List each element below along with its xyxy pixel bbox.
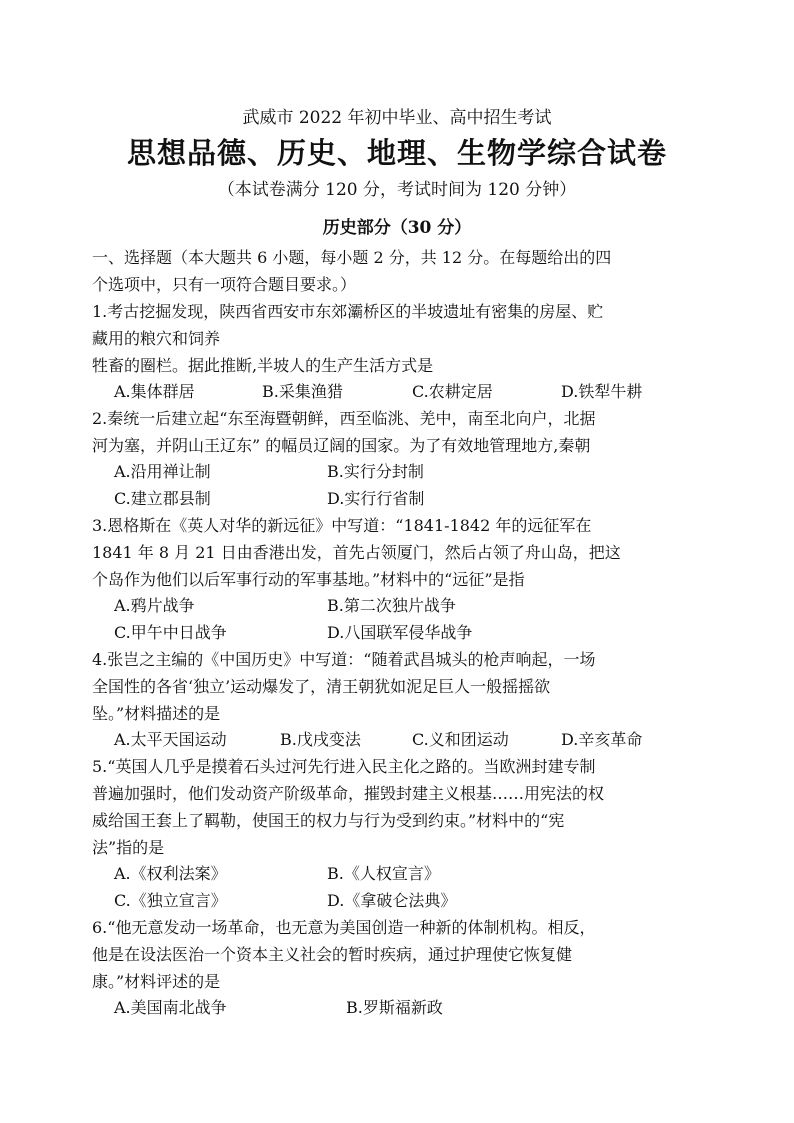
question-3-line-1: 3.恩格斯在《英人对华的新远征》中写道：“1841-1842 年的远征军在 bbox=[92, 516, 592, 535]
question-2-option-d: D.实行行省制 bbox=[327, 489, 425, 508]
question-1-line-2: 藏用的粮穴和饲养 bbox=[92, 329, 221, 348]
instructions-line-2: 个选项中，只有一项符合题目要求。） bbox=[92, 275, 357, 294]
question-4-option-d: D.辛亥革命 bbox=[561, 730, 643, 749]
question-1-line-1: 1.考古挖掘发现，陕西省西安市东郊灞桥区的半坡遗址有密集的房屋、贮 bbox=[92, 302, 604, 321]
question-3-option-a: A.鸦片战争 bbox=[114, 596, 195, 615]
question-3-option-c: C.甲午中日战争 bbox=[114, 623, 227, 642]
exam-name: 武威市 2022 年初中毕业、高中招生考试 bbox=[242, 108, 552, 128]
question-3-option-d: D.八国联军侵华战争 bbox=[327, 623, 473, 642]
question-5-line-3: 威给国王套上了羁勒，使国王的权力与行为受到约束。”材料中的“宪 bbox=[92, 811, 565, 830]
question-4-line-3: 坠。”材料描述的是 bbox=[92, 704, 221, 723]
exam-note: （本试卷满分 120 分，考试时间为 120 分钟） bbox=[217, 180, 577, 200]
question-5-option-d: D.《拿破仑法典》 bbox=[327, 891, 457, 910]
question-1-option-a: A.集体群居 bbox=[114, 382, 195, 401]
question-5-option-a: A.《权利法案》 bbox=[114, 864, 227, 883]
question-1-option-d: D.铁犁牛耕 bbox=[561, 382, 643, 401]
question-2-option-b: B.实行分封制 bbox=[327, 462, 424, 481]
question-4-line-2: 全国性的各省‘独立’运动爆发了，清王朝犹如泥足巨人一般摇摇欲 bbox=[92, 677, 551, 696]
question-3-option-b: B.第二次独片战争 bbox=[327, 596, 456, 615]
question-3-line-3: 个岛作为他们以后军事行动的军事基地。”材料中的“远征”是指 bbox=[92, 570, 525, 589]
question-4-option-a: A.太平天国运动 bbox=[114, 730, 227, 749]
question-2-line-2: 河为塞，并阴山王辽东” 的幅员辽阔的国家。为了有效地管理地方,秦朝 bbox=[92, 436, 591, 455]
question-5-line-2: 普遍加强时，他们发动资产阶级革命，摧毁封建主义根基……用宪法的权 bbox=[92, 784, 605, 803]
question-6-option-b: B.罗斯福新政 bbox=[346, 998, 443, 1017]
question-6-line-3: 康。”材料评述的是 bbox=[92, 972, 221, 991]
question-2-line-1: 2.秦统一后建立起“东至海暨朝鲜，西至临洮、羌中，南至北向户，北据 bbox=[92, 409, 596, 428]
question-6-line-1: 6.“他无意发动一场革命，也无意为美国创造一种新的体制机构。相反， bbox=[92, 918, 596, 937]
section-title: 历史部分（30 分） bbox=[322, 218, 472, 238]
question-5-line-1: 5.“英国人几乎是摸着石头过河先行进入民主化之路的。当欧洲封建专制 bbox=[92, 757, 596, 776]
question-1-line-3: 牲畜的圈栏。据此推断,半坡人的生产生活方式是 bbox=[92, 356, 434, 375]
question-2-option-a: A.沿用禅让制 bbox=[114, 462, 211, 481]
question-1-option-c: C.农耕定居 bbox=[412, 382, 493, 401]
question-1-option-b: B.采集渔猎 bbox=[262, 382, 343, 401]
question-4-option-b: B.戊戌变法 bbox=[280, 730, 361, 749]
question-3-line-2: 1841 年 8 月 21 日由香港出发，首先占领厦门，然后占领了舟山岛，把这 bbox=[92, 543, 621, 562]
instructions-line-1: 一、选择题（本大题共 6 小题，每小题 2 分，共 12 分。在每题给出的四 bbox=[92, 248, 612, 267]
question-4-option-c: C.义和团运动 bbox=[412, 730, 509, 749]
question-5-option-c: C.《独立宣言》 bbox=[114, 891, 227, 910]
question-2-option-c: C.建立郡县制 bbox=[114, 489, 211, 508]
paper-title: 思想品德、历史、地理、生物学综合试卷 bbox=[126, 136, 667, 170]
question-6-line-2: 他是在设法医治一个资本主义社会的暂时疾病，通过护理使它恢复健 bbox=[92, 945, 573, 964]
question-5-line-4: 法”指的是 bbox=[92, 838, 165, 857]
question-5-option-b: B.《人权宣言》 bbox=[327, 864, 440, 883]
question-6-option-a: A.美国南北战争 bbox=[114, 998, 227, 1017]
question-4-line-1: 4.张岂之主编的《中国历史》中写道：“随着武昌城头的枪声响起，一场 bbox=[92, 650, 596, 669]
